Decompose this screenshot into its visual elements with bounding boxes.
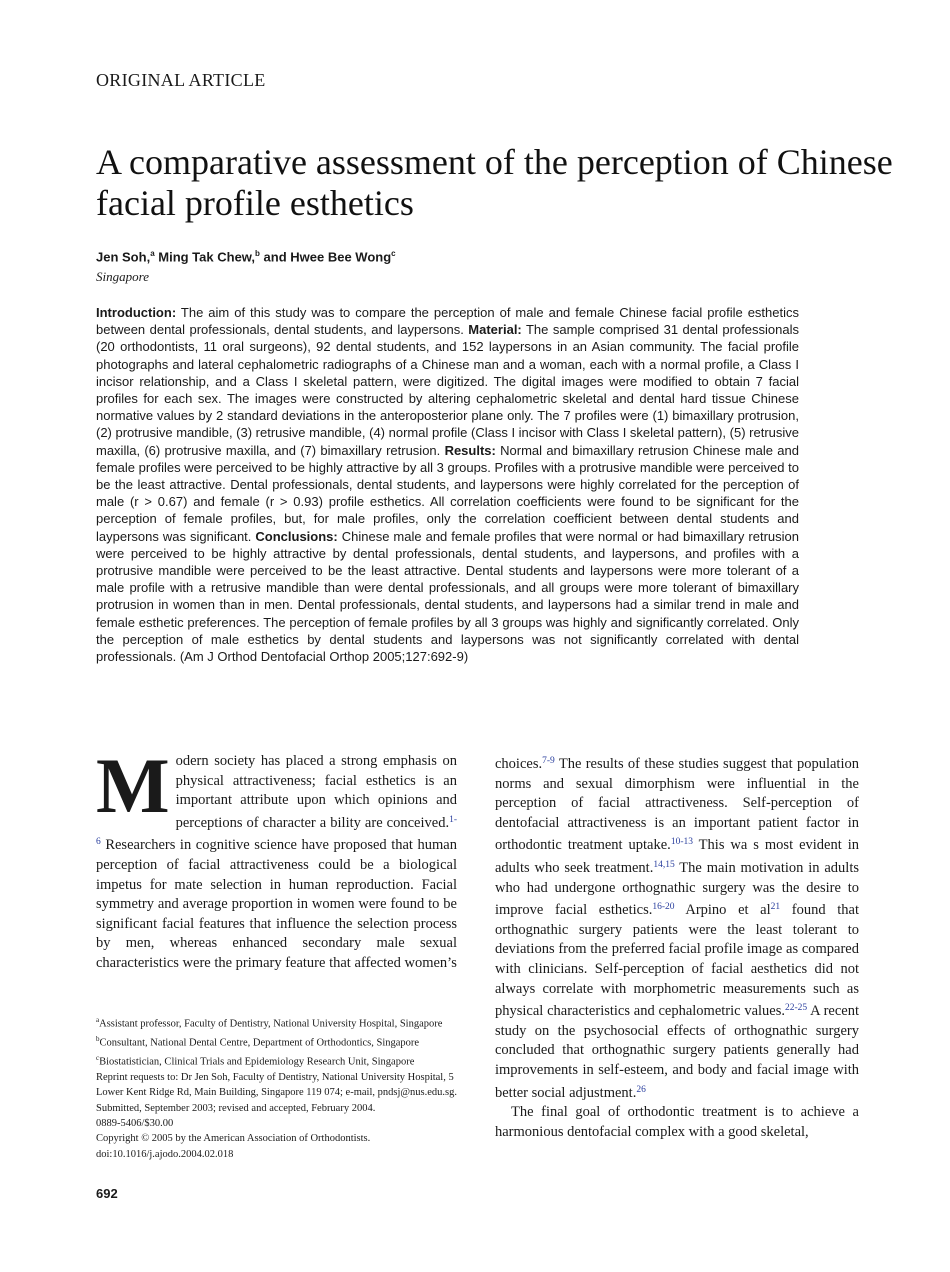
reference-link[interactable]: 14,15 <box>653 859 675 870</box>
page-number: 692 <box>96 1186 118 1201</box>
reference-link[interactable]: 10-13 <box>670 837 693 848</box>
drop-cap: M <box>96 742 170 829</box>
footnote-issn: 0889-5406/$30.00 <box>96 1117 174 1129</box>
reference-link[interactable]: 22-25 <box>785 1003 808 1014</box>
footnote-reprint: Reprint requests to: Dr Jen Soh, Faculty of Dentistry, National University Hospital, 5 Lower Kent Ridge Rd, Main Building, Singapore 119 074; e-mail, pndsj@nus.edu.sg. <box>96 1071 457 1099</box>
body-text: This wa s most evident in adults who seek treatment. <box>495 837 859 876</box>
footnote-text: Consultant, National Dental Centre, Department of Orthodontics, Singapore <box>99 1037 420 1049</box>
footnote-affiliation <box>96 1051 457 1070</box>
abstract-conclusions: Chinese male and female profiles that were normal or had bimaxillary retrusion were perceived to be highly attractive by dental professionals, dental students, and laypersons, and profiles with a protrusive mandible were perceived to be the least attractive. Dental students and laypersons were more tolerant of a male profile with a retrusive mandible than were dental professionals, and all groups were more tolerant of bimaxillary protrusion in women than in men. Dental professionals, dental students, and laypersons had a similar trend in male and female esthetic preferences. The perception of female profiles by all 3 groups was highly and significantly correlated. Only the perception of male esthetics by dental students and laypersons was not significantly correlated with dental professionals. (Am J Orthod Dentofacial Orthop 2005;127:692-9) <box>96 528 799 665</box>
author-affiliation-mark: c <box>391 249 396 258</box>
footnote-mark: a <box>96 1016 100 1024</box>
footnote-submitted: Submitted, September 2003; revised and accepted, February 2004. <box>96 1102 376 1114</box>
abstract-results: Normal and bimaxillary retrusion Chinese male and female profiles were perceived to be highly attractive by all 3 groups. Profiles with a protrusive mandible were perceived to be the least attractive. Dental professionals, dental students, and laypersons were highly correlated for the perception of male (r > 0.67) and female (r > 0.93) profile esthetics. All correlation coefficients were found to be significant for the perception of female profiles, but, for male profiles, only the correlation coefficient between dental students and laypersons was significant. <box>96 442 799 544</box>
reference-link[interactable]: 1-6 <box>96 814 457 848</box>
author-affiliation-mark: b <box>255 249 260 258</box>
footnote-mark: c <box>96 1053 100 1062</box>
author-affiliation-mark: a <box>150 249 155 258</box>
reference-link[interactable]: 21 <box>770 902 781 913</box>
reference-link[interactable]: 26 <box>636 1084 646 1095</box>
body-paragraph <box>96 742 457 974</box>
abstract-heading-introduction: Introduction: <box>96 305 177 320</box>
abstract-material: The sample comprised 31 dental professionals (20 orthodontists, 11 oral surgeons), 92 dental students, and 152 laypersons in an Asian community. The facial profile photographs and lateral cephalometric radiographs of a Chinese man and a woman, each with a normal profile, a Class I incisor relationship, and a Class I skeletal pattern, were digitized. The digital images were modified to obtain 7 facial profiles for each sex. The images were constructed by altering cephalometric skeletal and dental hard tissue Chinese normative values by 2 standard deviations in the anteroposterior plane only. The 7 profiles were (1) bimaxillary protrusion, (2) protrusive mandible, (3) retrusive mandible, (4) normal profile (Class I incisor with Class I skeletal pattern), (5) retrusive maxilla, (6) protrusive maxilla, and (7) bimaxillary retrusion. <box>96 322 800 458</box>
author-name: Ming Tak Chew, <box>154 249 256 265</box>
abstract-heading-conclusions: Conclusions: <box>255 528 338 544</box>
section-label: ORIGINAL ARTICLE <box>96 70 266 90</box>
body-column-left <box>96 742 457 974</box>
body-paragraph <box>495 752 859 1103</box>
footnote-copyright: Copyright © 2005 by the American Association of Orthodontists. <box>96 1133 371 1145</box>
abstract-heading-results: Results: <box>444 442 496 458</box>
author-location: Singapore <box>96 269 149 284</box>
body-paragraph: The final goal of orthodontic treatment is to achieve a harmonious dentofacial complex with a good skeletal, <box>495 1104 859 1140</box>
footnote-mark: b <box>96 1034 100 1043</box>
footnotes <box>96 1013 457 1162</box>
body-column-right <box>495 752 859 1142</box>
body-text: Researchers in cognitive science have proposed that human perception of facial attractiveness could be a biological impetus for mate selection in human reproduction. Facial symmetry and average proportion in women were found to be significant facial features that influence the selection process by men, whereas enhanced secondary male sexual characteristics were the primary feature that affected women’s <box>96 837 457 971</box>
body-text: A recent study on the psychosocial effects of orthognathic surgery concluded that orthognathic surgery patients generally had improvements in self-esteem, and body and facial image with better social adjustment. <box>495 1003 859 1101</box>
reference-link[interactable]: 16-20 <box>652 902 675 913</box>
body-text: The main motivation in adults who had undergone orthognathic surgery was the desire to improve facial esthetics. <box>495 859 859 919</box>
body-text: odern society has placed a strong emphasis on physical attractiveness; facial esthetics is an important attribute upon which opinions and perceptions of character a bility are conceived. <box>175 753 457 831</box>
abstract-introduction: The aim of this study was to compare the perception of male and female Chinese facial profile esthetics between dental professionals, dental students, and laypersons. <box>96 305 799 338</box>
article-title: A comparative assessment of the perception of Chinese facial profile esthetics <box>96 142 893 223</box>
author-name: Jen Soh, <box>96 249 151 265</box>
reference-link[interactable]: 7-9 <box>542 756 555 766</box>
body-text: Arpino et al <box>674 902 771 919</box>
footnote-text: Assistant professor, Faculty of Dentistry, National University Hospital, Singapore <box>99 1018 443 1030</box>
abstract-heading-material: Material: <box>468 322 522 338</box>
body-text: found that orthognathic surgery patients were the least tolerant to deviations from the preferred facial profile image as compared with clinicians. Self-perception of facial aesthetics did not always correlate with morphometric measurements such as physical characteristics and cephalometric values. <box>495 902 859 1020</box>
footnote-affiliation <box>96 1013 457 1032</box>
footnote-doi[interactable]: doi:10.1016/j.ajodo.2004.02.018 <box>96 1148 234 1160</box>
footnote-text: Biostatistician, Clinical Trials and Epidemiology Research Unit, Singapore <box>99 1056 415 1068</box>
abstract <box>96 304 799 665</box>
body-text: The results of these studies suggest that population norms and sexual dimorphism were influential in the perception of facial attractiveness. Self-perception of dentofacial attractiveness is an important patient factor in orthodontic treatment uptake. <box>495 756 859 854</box>
author-name: and Hwee Bee Wong <box>259 249 392 265</box>
footnote-affiliation <box>96 1032 457 1051</box>
body-text: choices. <box>495 756 543 772</box>
author-list <box>96 249 396 264</box>
